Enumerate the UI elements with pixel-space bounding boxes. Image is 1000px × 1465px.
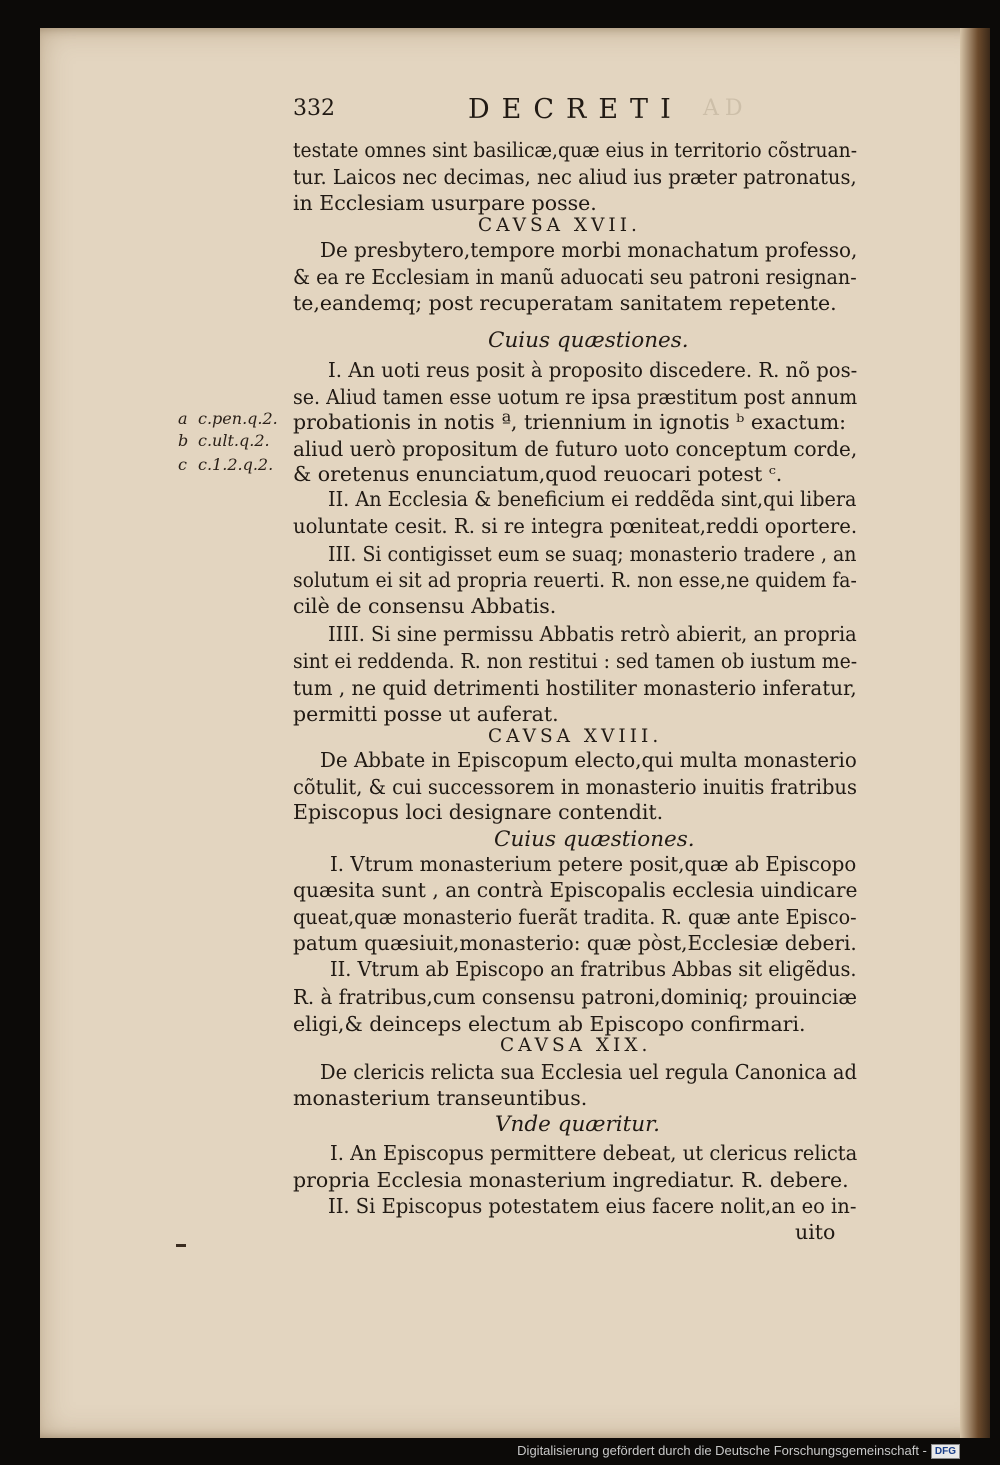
note-key: c <box>178 455 187 474</box>
note-reference: c.1.2.q.2. <box>198 455 274 474</box>
text-line: quæsita sunt , an contrà Episcopalis ecclesia uindicare <box>293 878 858 902</box>
running-head <box>293 94 853 134</box>
text-line: probationis in notis ª, triennium in ignotis ᵇ exactum: <box>293 410 847 434</box>
text-line: De presbytero,tempore morbi monachatum professo, <box>320 238 858 262</box>
text-line: testate omnes sint basilicæ,quæ eius in territorio cõstruan- <box>293 138 858 162</box>
text-line: tur. Laicos nec decimas, nec aliud ius præter patronatus, <box>293 165 857 189</box>
dfg-logo: DFG <box>931 1444 960 1459</box>
causa-heading: CAVSA XIX. <box>500 1035 652 1056</box>
margin-note <box>178 431 270 450</box>
text-line: queat,quæ monasterio fuerãt tradita. R. quæ ante Episco- <box>293 905 857 929</box>
section-subheading: Cuius quæstiones. <box>494 827 695 852</box>
text-line: II. Si Episcopus potestatem eius facere nolit,an eo in- <box>328 1194 857 1218</box>
show-through-text: AD <box>703 96 749 121</box>
text-line: permitti posse ut auferat. <box>293 702 559 726</box>
text-line: uito <box>795 1220 836 1244</box>
text-line: eligi,& deinceps electum ab Episcopo confirmari. <box>293 1012 806 1036</box>
note-reference: c.pen.q.2. <box>198 409 278 428</box>
text-line: IIII. Si sine permissu Abbatis retrò abierit, an propria <box>328 622 857 646</box>
text-line: I. An Episcopus permittere debeat, ut clericus relicta <box>330 1141 858 1165</box>
text-line: & oretenus enunciatum,quod reuocari potest ᶜ. <box>293 462 783 486</box>
page-number: 332 <box>293 96 335 121</box>
text-line: in Ecclesiam usurpare posse. <box>293 191 597 215</box>
text-line: R. à fratribus,cum consensu patroni,dominiq; prouinciæ <box>293 985 857 1009</box>
causa-heading: CAVSA XVII. <box>478 215 641 236</box>
margin-note <box>178 409 278 428</box>
running-title: DECRETI <box>468 94 683 125</box>
note-key: b <box>178 431 189 450</box>
text-line: cilè de consensu Abbatis. <box>293 594 557 618</box>
page-gutter <box>960 28 990 1438</box>
text-line: propria Ecclesia monasterium ingrediatur. R. debere. <box>293 1168 849 1192</box>
text-line: aliud uerò propositum de futuro uoto conceptum corde, <box>293 437 858 461</box>
text-line: tum , ne quid detrimenti hostiliter monasterio inferatur, <box>293 676 857 700</box>
text-line: monasterium transeuntibus. <box>293 1086 588 1110</box>
footer-credit <box>517 1443 960 1459</box>
text-line: Episcopus loci designare contendit. <box>293 800 664 824</box>
text-line: I. An uoti reus posit à proposito discedere. R. nõ pos- <box>328 358 858 382</box>
section-subheading: Cuius quæstiones. <box>488 328 689 353</box>
text-line: solutum ei sit ad propria reuerti. R. non esse,ne quidem fa- <box>293 568 857 592</box>
section-subheading: Vnde quæritur. <box>495 1112 660 1137</box>
text-line: te,eandemq; post recuperatam sanitatem repetente. <box>293 291 837 315</box>
text-line: patum quæsiuit,monasterio: quæ pòst,Ecclesiæ deberi. <box>293 931 857 955</box>
text-line: De clericis relicta sua Ecclesia uel regula Canonica ad <box>320 1060 857 1084</box>
text-line: se. Aliud tamen esse uotum re ipsa præstitum post annum <box>293 385 858 409</box>
text-line: cõtulit, & cui successorem in monasterio inuitis fratribus <box>293 775 857 799</box>
text-line: & ea re Ecclesiam in manũ aduocati seu patroni resignan- <box>293 265 857 289</box>
text-line: uoluntate cesit. R. si re integra pœniteat,reddi oportere. <box>293 514 858 538</box>
text-line: De Abbate in Episcopum electo,qui multa monasterio <box>320 748 857 772</box>
margin-note <box>178 455 273 474</box>
text-line: III. Si contigisset eum se suaq; monasterio tradere , an <box>328 542 857 566</box>
text-line: II. An Ecclesia & beneficium ei reddẽda sint,qui libera <box>328 487 857 511</box>
text-line: II. Vtrum ab Episcopo an fratribus Abbas sit eligẽdus. <box>330 957 857 981</box>
footer-text: Digitalisierung gefördert durch die Deutsche Forschungsgemeinschaft - <box>517 1443 927 1458</box>
ink-mark <box>176 1244 186 1247</box>
text-line: sint ei reddenda. R. non restitui : sed tamen ob iustum me- <box>293 649 858 673</box>
causa-heading: CAVSA XVIII. <box>488 726 663 747</box>
text-line: I. Vtrum monasterium petere posit,quæ ab Episcopo <box>330 852 857 876</box>
note-key: a <box>178 409 188 428</box>
note-reference: c.ult.q.2. <box>198 431 270 450</box>
